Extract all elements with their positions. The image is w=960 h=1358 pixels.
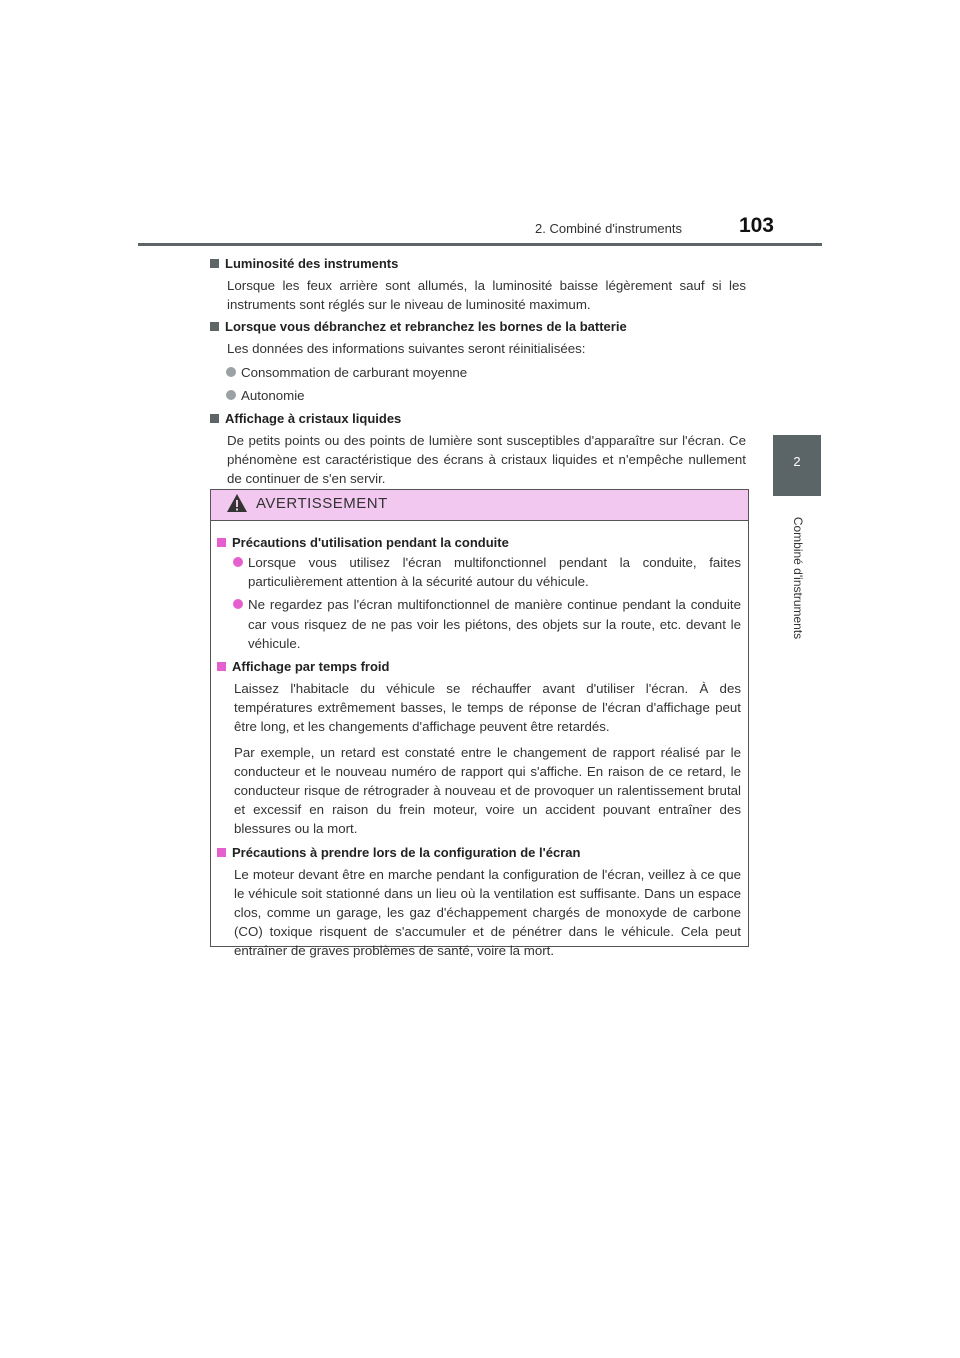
square-bullet-icon	[217, 538, 226, 547]
warning-triangle-icon	[226, 493, 248, 513]
square-bullet-icon	[210, 322, 219, 331]
section-text: De petits points ou des points de lumière sont susceptibles d'apparaître sur l'écran. Ce phénomène est caractéristique des écrans à cristaux liquides et n'empêche nullement de continuer de s'en servir.	[227, 433, 746, 487]
section-heading: Luminosité des instruments	[210, 254, 746, 274]
chapter-tab-label: Combiné d'instruments	[791, 516, 805, 640]
warning-heading: Précautions d'utilisation pendant la conduite	[217, 533, 741, 553]
warning-heading: Précautions à prendre lors de la configuration de l'écran	[217, 843, 741, 863]
circle-bullet-icon	[226, 390, 236, 400]
chapter-tab: 2	[773, 435, 821, 495]
square-bullet-icon	[217, 848, 226, 857]
section-heading: Lorsque vous débranchez et rebranchez les bornes de la batterie	[210, 317, 746, 337]
main-content	[210, 254, 746, 489]
warning-title: AVERTISSEMENT	[256, 495, 388, 512]
header-divider	[138, 243, 822, 246]
warning-list-item: Ne regardez pas l'écran multifonctionnel de manière continue pendant la conduite car vous risquez de ne pas voir les piétons, des objets sur la route, etc. devant le véhicule.	[217, 595, 741, 653]
warning-box	[210, 489, 749, 959]
circle-bullet-icon	[226, 367, 236, 377]
square-bullet-icon	[210, 259, 219, 268]
square-bullet-icon	[217, 662, 226, 671]
warning-text: Le moteur devant être en marche pendant la configuration de l'écran, veillez à ce que le véhicule soit stationné dans un lieu où la ventilation est suffisante. Dans un espace clos, comme un garage, les gaz d'échappement chargés de monoxyde de carbone (CO) toxique risquent de s'accumuler et de pénétrer dans le véhicule. Cela peut entraîner de graves problèmes de santé, voire la mort.	[234, 866, 741, 959]
warning-heading: Affichage par temps froid	[217, 657, 741, 677]
warning-list-item: Lorsque vous utilisez l'écran multifonctionnel pendant la conduite, faites particulièrement attention à la sécurité autour du véhicule.	[217, 553, 741, 591]
list-item: Autonomie	[210, 386, 746, 405]
section-heading: Affichage à cristaux liquides	[210, 409, 746, 429]
warning-body	[211, 521, 748, 961]
chapter-title: 2. Combiné d'instruments	[535, 221, 682, 236]
warning-text: Par exemple, un retard est constaté entre le changement de rapport réalisé par le conducteur et le nouveau numéro de rapport qui s'affiche. En raison de ce retard, le conducteur risque de rétrograder à nouveau et de provoquer un ralentissement brutal et excessif en raison du frein moteur, voire un accident pouvant entraîner des blessures ou la mort.	[234, 744, 741, 837]
square-bullet-icon	[210, 414, 219, 423]
circle-bullet-icon	[233, 557, 243, 567]
list-item: Consommation de carburant moyenne	[210, 363, 746, 382]
chapter-tab-divider	[773, 495, 821, 496]
page-number: 103	[738, 214, 774, 237]
section-text: Lorsque les feux arrière sont allumés, la luminosité baisse légèrement sauf si les instruments sont réglés sur le niveau de luminosité maximum.	[227, 278, 746, 313]
warning-header	[211, 490, 748, 521]
circle-bullet-icon	[233, 599, 243, 609]
section-text: Les données des informations suivantes seront réinitialisées:	[227, 341, 586, 357]
warning-text: Laissez l'habitacle du véhicule se réchauffer avant d'utiliser l'écran. À des températures extrêmement basses, le temps de réponse de l'écran d'affichage peut être long, et les changements d'affichage peuvent être retardés.	[234, 681, 741, 735]
